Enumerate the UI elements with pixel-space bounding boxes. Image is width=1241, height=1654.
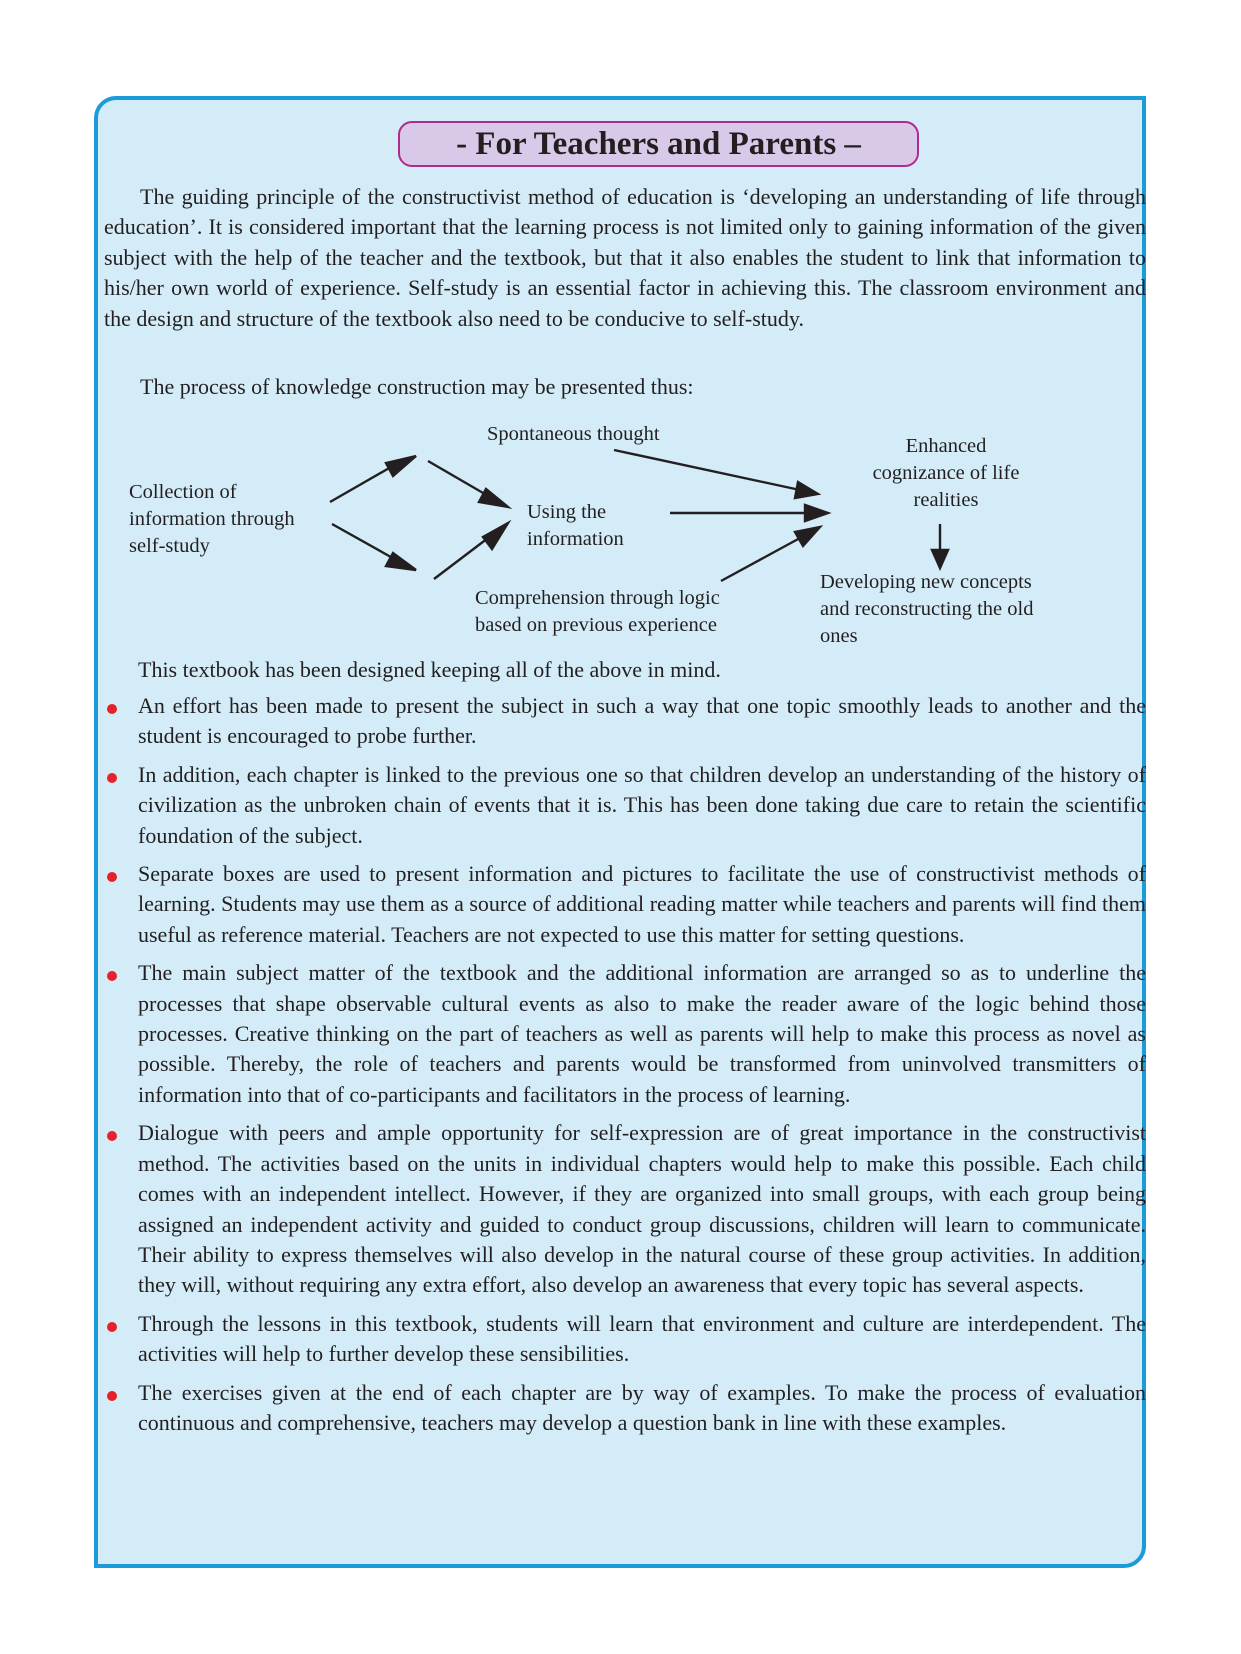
bullet-dot: [107, 971, 117, 981]
node-developing-line: Developing new concepts: [820, 571, 1032, 593]
node-collection-line: Collection of: [129, 481, 237, 503]
node-collection-line: information through: [129, 508, 295, 530]
node-using-line: Using the: [527, 501, 607, 523]
process-intro: The process of knowledge construction may be presented thus:: [140, 374, 694, 399]
node-developing-line: ones: [820, 625, 858, 647]
list-item: [104, 760, 1146, 851]
node-enhanced-line: Enhanced: [905, 435, 987, 457]
node-enhanced-line: cognizance of life: [872, 462, 1020, 484]
list-item: [104, 1118, 1146, 1300]
list-item-text: Through the lessons in this textbook, students will learn that environment and culture are interdependent. The activities will help to further develop these sensibilities.: [138, 1310, 1146, 1367]
list-item: [104, 691, 1146, 752]
bullet-dot: [107, 773, 117, 783]
node-enhanced: [856, 433, 1036, 514]
list-item-text: The main subject matter of the textbook and the additional information are arranged so as to underline the processes that shape observable cultural events as also to make the reader aware of the logic behind those processes. Creative thinking on the part of teachers as well as parents will help to make this process as novel as possible. Thereby, the role of teachers and parents would be transformed from uninvolved transmitters of information into that of co-participants and facilitators in the process of learning.: [138, 960, 1146, 1107]
node-comprehension: [475, 585, 720, 639]
node-developing-line: and reconstructing the old: [820, 598, 1034, 620]
node-comprehension-line: based on previous experience: [475, 614, 717, 636]
bullet-dot: [107, 1131, 117, 1141]
list-item: [104, 1378, 1146, 1439]
list-item: [104, 958, 1146, 1110]
list-item-text: In addition, each chapter is linked to the previous one so that children develop an understanding of the history of civilization as the unbroken chain of events that it is. This has been done taking due care to retain the scientific foundation of the subject.: [138, 761, 1146, 848]
node-developing: [820, 569, 1033, 650]
list-item-text: An effort has been made to present the subject in such a way that one topic smoothly leads to another and the student is encouraged to probe further.: [138, 693, 1146, 749]
node-spontaneous: Spontaneous thought: [487, 423, 660, 445]
bullet-list: [104, 691, 1146, 1446]
list-item-text: Separate boxes are used to present information and pictures to facilitate the use of constructivist methods of learning. Students may use them as a source of additional reading matter while teachers and parents will find them useful as reference material. Teachers are not expected to use this matter for setting questions.: [138, 861, 1146, 947]
designed-line: This textbook has been designed keeping all of the above in mind.: [138, 657, 721, 682]
page-title: - For Teachers and Parents –: [398, 121, 919, 167]
node-comprehension-line: Comprehension through logic: [475, 587, 720, 609]
list-item: [104, 859, 1146, 950]
bullet-dot: [107, 1391, 117, 1401]
bullet-dot: [107, 1322, 117, 1332]
node-collection-line: self-study: [129, 535, 210, 557]
node-enhanced-line: realities: [913, 489, 979, 511]
list-item-text: Dialogue with peers and ample opportunity for self-expression are of great importance in the constructivist method. The activities based on the units in individual chapters would help to make this possible. Each child comes with an independent intellect. However, if they are organized into small groups, with each group being assigned an independent activity and guided to conduct group discussions, children will learn to communicate. Their ability to express themselves will also develop in the natural course of these group activities. In addition, they will, without requiring any extra effort, also develop an awareness that every topic has several aspects.: [138, 1120, 1146, 1298]
list-item: [104, 1309, 1146, 1370]
bullet-dot: [107, 704, 117, 714]
list-item-text: The exercises given at the end of each chapter are by way of examples. To make the process of evaluation continuous and comprehensive, teachers may develop a question bank in line with these examples.: [138, 1379, 1146, 1435]
node-using-line: information: [527, 528, 624, 550]
node-collection: [129, 479, 295, 560]
intro-paragraph: The guiding principle of the constructivist method of education is ‘developing an understanding of life through education’. It is considered important that the learning process is not limited only to gaining information of the given subject with the help of the teacher and the textbook, but that it also enables the student to link that information to his/her own world of experience. Self-study is an essential factor in achieving this. The classroom environment and the design and structure of the textbook also need to be conducive to self-study.: [104, 184, 1146, 331]
node-using: [527, 499, 624, 553]
bullet-dot: [107, 872, 117, 882]
